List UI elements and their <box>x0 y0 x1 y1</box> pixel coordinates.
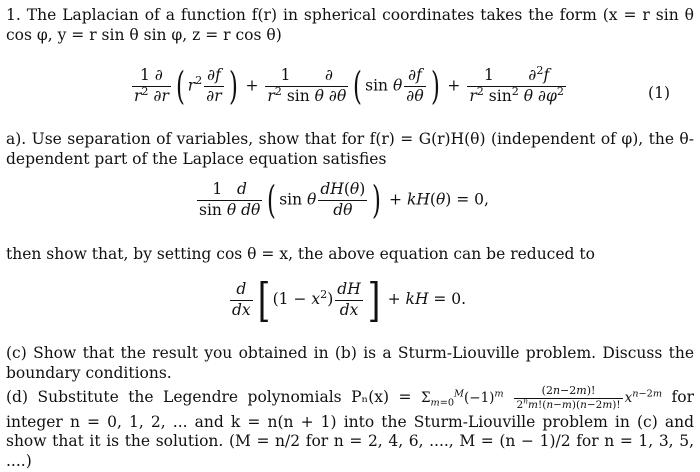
equation-number: (1) <box>648 84 670 102</box>
legendre-coefficient: $\frac{(2n-2m)!}{2^nm!(n-m)(n-2m)!}$ <box>516 384 621 412</box>
frac-df-dtheta: $\frac{\partial f}{\partial\theta}$ <box>406 66 424 105</box>
frac-phi-term: $\frac{1 \partial^2f}{r^2 \sin^2 \theta \partial\varphi^2}$ <box>469 63 564 105</box>
x-equation: $\frac{d}{dx}$ [ $(1 - x^2)$ $\frac{dH}{dx}$ ] + kH = 0. <box>232 273 467 327</box>
part-a-text: a). Use separation of variables, show that for f(r) = G(r)H(θ) (independent of φ), the θ-dependent part of the Laplace equation satisfies <box>6 130 694 168</box>
frac-1-over-sin-dtheta: $\frac{1 d}{\text{sin θ dθ}}$ <box>199 180 261 219</box>
part-d-text: (d) Substitute the Legendre polynomials $P_n(x) = \Sigma_{m=0}^M(-1)^m$ $\frac{(2n-2m)!}{2^nm!(n-m)(n-2m)!}$ $x^{n-2m}$ for integer n = 0, 1, 2, ... and k = n(n + 1) into the Sturm-Liouville problem in (c) and show that it is the solution. (M = n/2 for n = 2, 4, 6, ...., M = (n − 1)/2 for n = 1, 3, 5, ....) <box>6 384 694 471</box>
frac-dH-dtheta: $\frac{dH(\theta)}{d\theta}$ <box>320 180 366 219</box>
problem-intro <box>6 6 694 46</box>
problem-intro-text: The Laplacian of a function f(r) in spherical coordinates takes the form (x = r sin θ cos φ, y = r sin θ sin φ, z = r cos θ) <box>6 6 694 44</box>
frac-dH-dx: $\frac{dH}{dx}$ <box>337 279 361 319</box>
laplacian-equation: $\frac{1 \partial}{r^2 \partial r}$ ( $r^2$ $\frac{\partial f}{\partial r}$ ) + $\frac{1 \partial}{r^2 \sin \theta \partial\theta}$ ( sin θ $\frac{\partial f}{\partial\theta}$ ) + $\frac{1 \partial^2f}{r^2 \sin^2 \theta \partial\varphi^2}$ <box>134 63 564 109</box>
theta-equation: $\frac{1 d}{\text{sin θ dθ}}$ ( sin θ $\frac{dH(\theta)}{d\theta}$ ) + kH(θ) = 0, <box>199 178 489 223</box>
frac-theta-term: $\frac{1 \partial}{r^2 \sin \theta \partial\theta}$ <box>267 66 347 105</box>
frac-1-over-r2-dr: $\frac{1 \partial}{r^2 \partial r}$ <box>134 66 169 105</box>
frac-df-dr: $\frac{\partial f}{\partial r}$ <box>206 66 222 105</box>
problem-number: 1. <box>6 6 21 24</box>
frac-d-dx: $\frac{d}{dx}$ <box>232 279 251 319</box>
part-b-text: then show that, by setting cos θ = x, the above equation can be reduced to <box>6 245 595 263</box>
part-c-text: (c) Show that the result you obtained in (b) is a Sturm-Liouville problem. Discuss the boundary conditions. <box>6 344 694 382</box>
legendre-sum: $\Sigma_{m=0}^M(-1)^m$ $\frac{(2n-2m)!}{2^nm!(n-m)(n-2m)!}$ $x^{n-2m}$ <box>420 384 663 412</box>
